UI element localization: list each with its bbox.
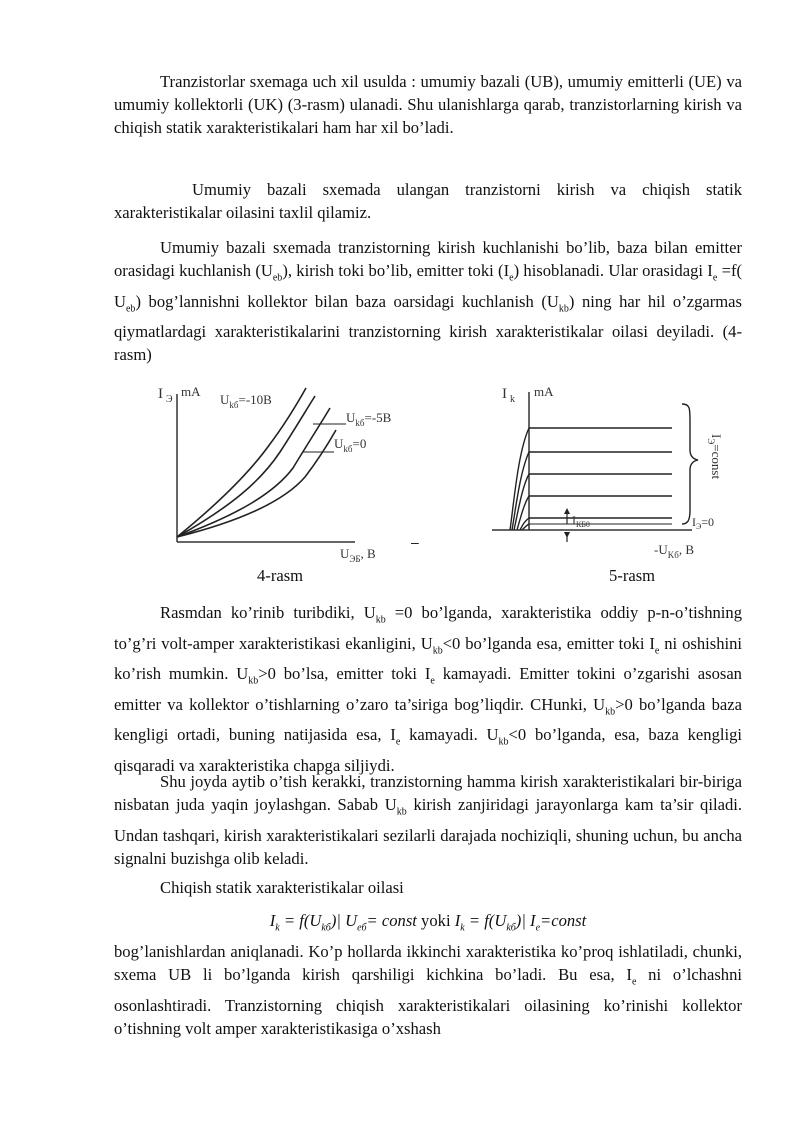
label-ukb-0: $U_{kб}=0$ [334, 436, 367, 454]
y-axis-sub: k [510, 394, 515, 405]
label-ukb-minus-10: $U_{kб}=-10В$ [220, 392, 272, 410]
curve-ukb-minus-10 [177, 388, 306, 537]
dash-mark: – [411, 534, 419, 550]
label-ukb-minus-5: $U_{kб}=-5В$ [346, 410, 392, 428]
paragraph-6: Chiqish statik xarakteristikalar oilasi [160, 878, 404, 897]
curve-extra [177, 430, 336, 537]
bracket-label: $I_Э=const$ [706, 434, 724, 480]
output-curves [492, 428, 672, 530]
figure-5-output-characteristics [492, 382, 742, 562]
ik0-label: $I_{КБ0}$ [572, 513, 590, 529]
ie-zero-label: $I_Э=0$ [692, 515, 715, 531]
formula-line: $I_k = f(U_{kб})|$ $U_{eб}=$ const yoki $I_k = f(U_{kб})|$ $I_e=const$ [269, 911, 587, 934]
y-axis-unit: mA [534, 384, 554, 399]
figure-4-input-characteristics [150, 382, 410, 562]
paragraph-1: Tranzistorlar sxemaga uch xil usulda : umumiy bazali (UB), umumiy emitterli (UE) va umumiy kollektorli (UK) (3-rasm) ulanadi. Shu ulanishlarga qarab, tranzistorlarning kirish va chiqish statik xarakteristikalari ham har xil bo’ladi. [114, 72, 742, 138]
figure-4-caption: 4-rasm [257, 566, 304, 585]
figure-5-caption: 5-rasm [609, 566, 656, 585]
x-axis-label: $-U_{Kб}$, В [654, 542, 694, 560]
y-axis-unit: mA [181, 384, 201, 399]
y-axis-sub: Э [166, 394, 173, 405]
paragraph-4: Rasmdan ko’rinib turibdiki, $U_{kb} =0$ bo’lganda, xarakteristika oddiy p-n-o’tishning to’g’ri volt-amper xarakteristikasi ekanligini, $U_{kb}<0$ bo’lganda esa, emitter toki $I_e$ ni oshishini ko’rish mumkin. $U_{kb}>0$ bo’lsa, emitter toki $I_e$ kamayadi. Emitter tokini o’zgarishi asosan emitter va kollektor o’tishlarning o’zaro ta’siriga bog’liqdir. CHunki, $U_{kb}>0$ bo’lganda baza kengligi ortadi, buning natijasida esa, $I_e$ kamayadi. $U_{kb}<0$ bo’lganda, esa, baza kengligi qisqaradi va xarakteristika chapga siljiydi. [114, 603, 743, 775]
paragraph-5: Shu joyda aytib o’tish kerakki, tranzistorning hamma kirish xarakteristikalari bir-biriga nisbatan juda yaqin joylashgan. Sabab $U_{kb}$ kirish zanjiridagi jarayonlarga kam ta’sir qiladi. Undan tashqari, kirish xarakteristikalari sezilarli darajada nochiziqli, shuning uchun, bu ancha signalni buzishga olib keladi. [114, 772, 742, 868]
brace [682, 404, 698, 524]
paragraph-2: Umumiy bazali sxemada ulangan tranzistorni kirish va chiqish statik xarakteristikalar oilasini taxlil qilamiz. [114, 180, 742, 223]
paragraph-7: bog’lanishlardan aniqlanadi. Ko’p hollarda ikkinchi xarakteristika ko’proq ishlatiladi, chunki, sxema UB li bo’lganda kirish qarshiligi kichkina bo’ladi. Bu esa, $I_e$ ni o’lchashni osonlashtiradi. Tranzistorning chiqish xarakteristikalari oilasining ko’rinishi kollektor o’tishning volt amper xarakteristikasiga o’xshash [114, 942, 743, 1038]
y-axis-symbol: I [158, 386, 163, 402]
y-axis-symbol: I [502, 386, 507, 402]
x-axis-label: $U_{ЭБ}$, В [340, 546, 376, 562]
paragraph-3: Umumiy bazali sxemada tranzistorning kirish kuchlanishi bo’lib, baza bilan emitter orasidagi kuchlanish $(U_{eb})$, kirish toki bo’lib, emitter toki $(I_e)$ hisoblanadi. Ular orasidagi $I_e =f$( $U_{eb}$) bog’lannishni kollektor bilan baza oarsidagi kuchlanish $(U_{kb})$ ning har hil o’zgarmas qiymatlardagi xarakteristikalarini tranzistorning kirish xarakteristikalar oilasi deyiladi. (4-rasm) [114, 238, 743, 365]
